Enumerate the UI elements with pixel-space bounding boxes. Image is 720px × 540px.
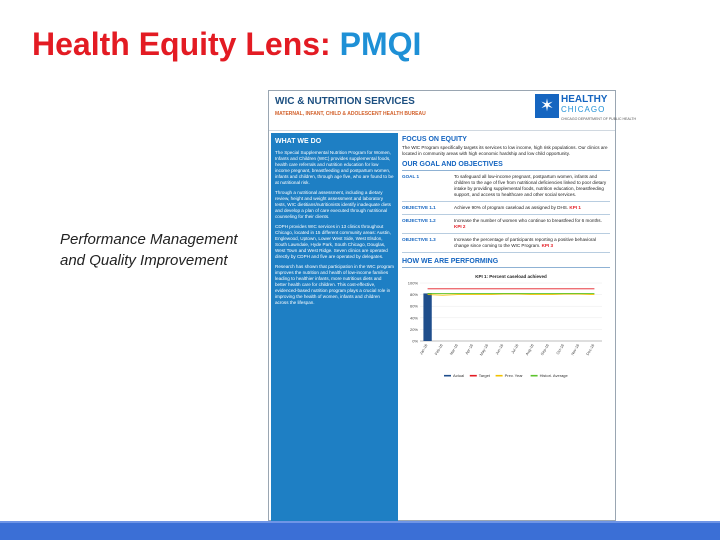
right-column [400, 133, 613, 522]
y-tick-label: 0% [412, 338, 418, 344]
y-tick-label: 100% [407, 280, 418, 286]
objective-row [402, 234, 610, 253]
wic-fact-sheet [268, 90, 637, 521]
performance-heading: HOW WE ARE PERFORMING [402, 258, 499, 265]
objective-row [402, 202, 610, 215]
x-tick-label: Sep-16 [540, 343, 550, 357]
slide-title-main: Health Equity Lens: [32, 26, 331, 62]
objective-text [454, 237, 610, 249]
doc-header [269, 91, 637, 131]
legend-label: Histori. Average [539, 373, 568, 378]
x-tick-label: Dec-16 [585, 343, 596, 357]
objective-label: OBJECTIVE 1.1 [402, 205, 436, 210]
doc-title: WIC & NUTRITION SERVICES [275, 96, 415, 107]
legend-label: Actual [453, 373, 465, 378]
what-we-do-paragraph: CDPH provides WIC services in 13 clinics throughout Chicago, located in 15 different community areas: Austin, Englewood, Uptown, Lower West Side, West Elsdon, South Lawndale, Hyde Park, South Chicago, Douglas, West Town and West Ridge. Seven clinics are operated directly by CDPH and five are operated by delegates. [275, 224, 391, 259]
x-tick-label: Jul-16 [510, 343, 520, 355]
slide-title [32, 26, 421, 63]
equity-heading: FOCUS ON EQUITY [402, 136, 467, 143]
x-tick-label: Apr-16 [464, 343, 474, 356]
kpi-chart [402, 271, 610, 388]
x-tick-label: May-16 [479, 343, 490, 357]
x-tick-label: Nov-16 [570, 343, 581, 357]
goal-text [454, 174, 610, 198]
x-tick-label: Aug-16 [525, 343, 535, 357]
chart-title: KPI 1: Percent caseload achieved [475, 274, 547, 279]
doc-bureau: MATERNAL, INFANT, CHILD & ADOLESCENT HEALTH BUREAU [275, 111, 426, 117]
slide-subtitle: Performance Management and Quality Improvement [60, 231, 238, 269]
kpi-tag: KPI 2 [454, 224, 466, 229]
objective-text-body: Increase the percentage of participants reporting a positive behavioral change since coming to the WIC Program. [454, 237, 596, 248]
y-tick-label: 60% [409, 303, 418, 309]
what-we-do-paragraph: Research has shown that participation in the WIC program improves the nutrition and health of low-income families leading to healthier infants, more nutritious diets and better health care for children. This cost-effective, evidenced-based nutrition program plays a crucial role in improving the health of women, infants and children across the lifespan. [275, 264, 394, 305]
slide-title-accent: PMQI [339, 26, 422, 62]
objective-text [454, 205, 610, 211]
x-tick-label: Oct-16 [555, 343, 565, 356]
kpi-tag: KPI 3 [541, 243, 554, 248]
healthy-chicago-logo [535, 94, 637, 130]
objective-label: OBJECTIVE 1.3 [402, 237, 436, 242]
goals-heading: OUR GOAL AND OBJECTIVES [402, 161, 503, 168]
y-tick-label: 20% [409, 326, 418, 332]
legend-label: Prev. Year [504, 373, 523, 378]
equity-text: The WIC Program specifically targets its services to low income, high risk populations. Our clinics are located in community areas with high economic hardship and low child opportunity. [402, 145, 608, 156]
what-we-do-paragraph: Through a nutritional assessment, including a dietary review, height and weight assessment and laboratory tests, WIC dietitians/nutritionists identify inadequate diets and develop a plan of care executed through nutritional counseling for their clients. [275, 190, 391, 219]
x-tick-label: Jun-16 [495, 343, 505, 356]
footer-bar [0, 521, 720, 540]
logo-chicago: CHICAGO [561, 105, 606, 114]
bar-actual [423, 293, 431, 341]
goal-label: GOAL 1 [402, 174, 420, 179]
kpi-chart-svg [402, 271, 607, 383]
footer-stripe [0, 521, 720, 523]
legend-label: Target [478, 373, 490, 378]
x-tick-label: Jan-16 [419, 343, 429, 356]
objective-label: OBJECTIVE 1.2 [402, 218, 436, 223]
objective-text [454, 218, 610, 230]
x-tick-label: Feb-16 [434, 343, 444, 356]
y-tick-label: 40% [409, 315, 418, 321]
logo-dept: CHICAGO DEPARTMENT OF PUBLIC HEALTH [561, 117, 637, 121]
goal-text-body: To safeguard all low-income pregnant, postpartum women, infants and children to the age of five from nutritional deficiencies linked to poor dietary intake by providing supplemental foods, nutrition education, breastfeeding support, and access to healthcare and other social services. [454, 174, 607, 197]
objective-text-body: Achieve 90% of program caseload as assigned by DHS. [454, 205, 569, 210]
divider [402, 267, 610, 268]
kpi-tag: KPI 1 [569, 205, 581, 210]
objective-row [402, 215, 610, 234]
goal-row [402, 171, 610, 202]
objective-text-body: Increase the number of women who continue to breastfeed for 6 months. [454, 218, 602, 223]
what-we-do-heading: WHAT WE DO [275, 138, 322, 145]
star-icon: ✶ [535, 94, 559, 118]
what-we-do-panel [271, 133, 398, 522]
logo-healthy: HEALTHY [561, 94, 608, 105]
x-tick-label: Mar-16 [449, 343, 459, 356]
y-tick-label: 80% [409, 292, 418, 298]
what-we-do-paragraph: The Special Supplemental Nutrition Program for Women, Infants and Children (WIC) provides supplemental foods, health care referrals and nutrition education for low income pregnant, breastfeeding and postpartum women, infants and children, through age five, who are found to be at nutritional risk. [275, 150, 394, 185]
